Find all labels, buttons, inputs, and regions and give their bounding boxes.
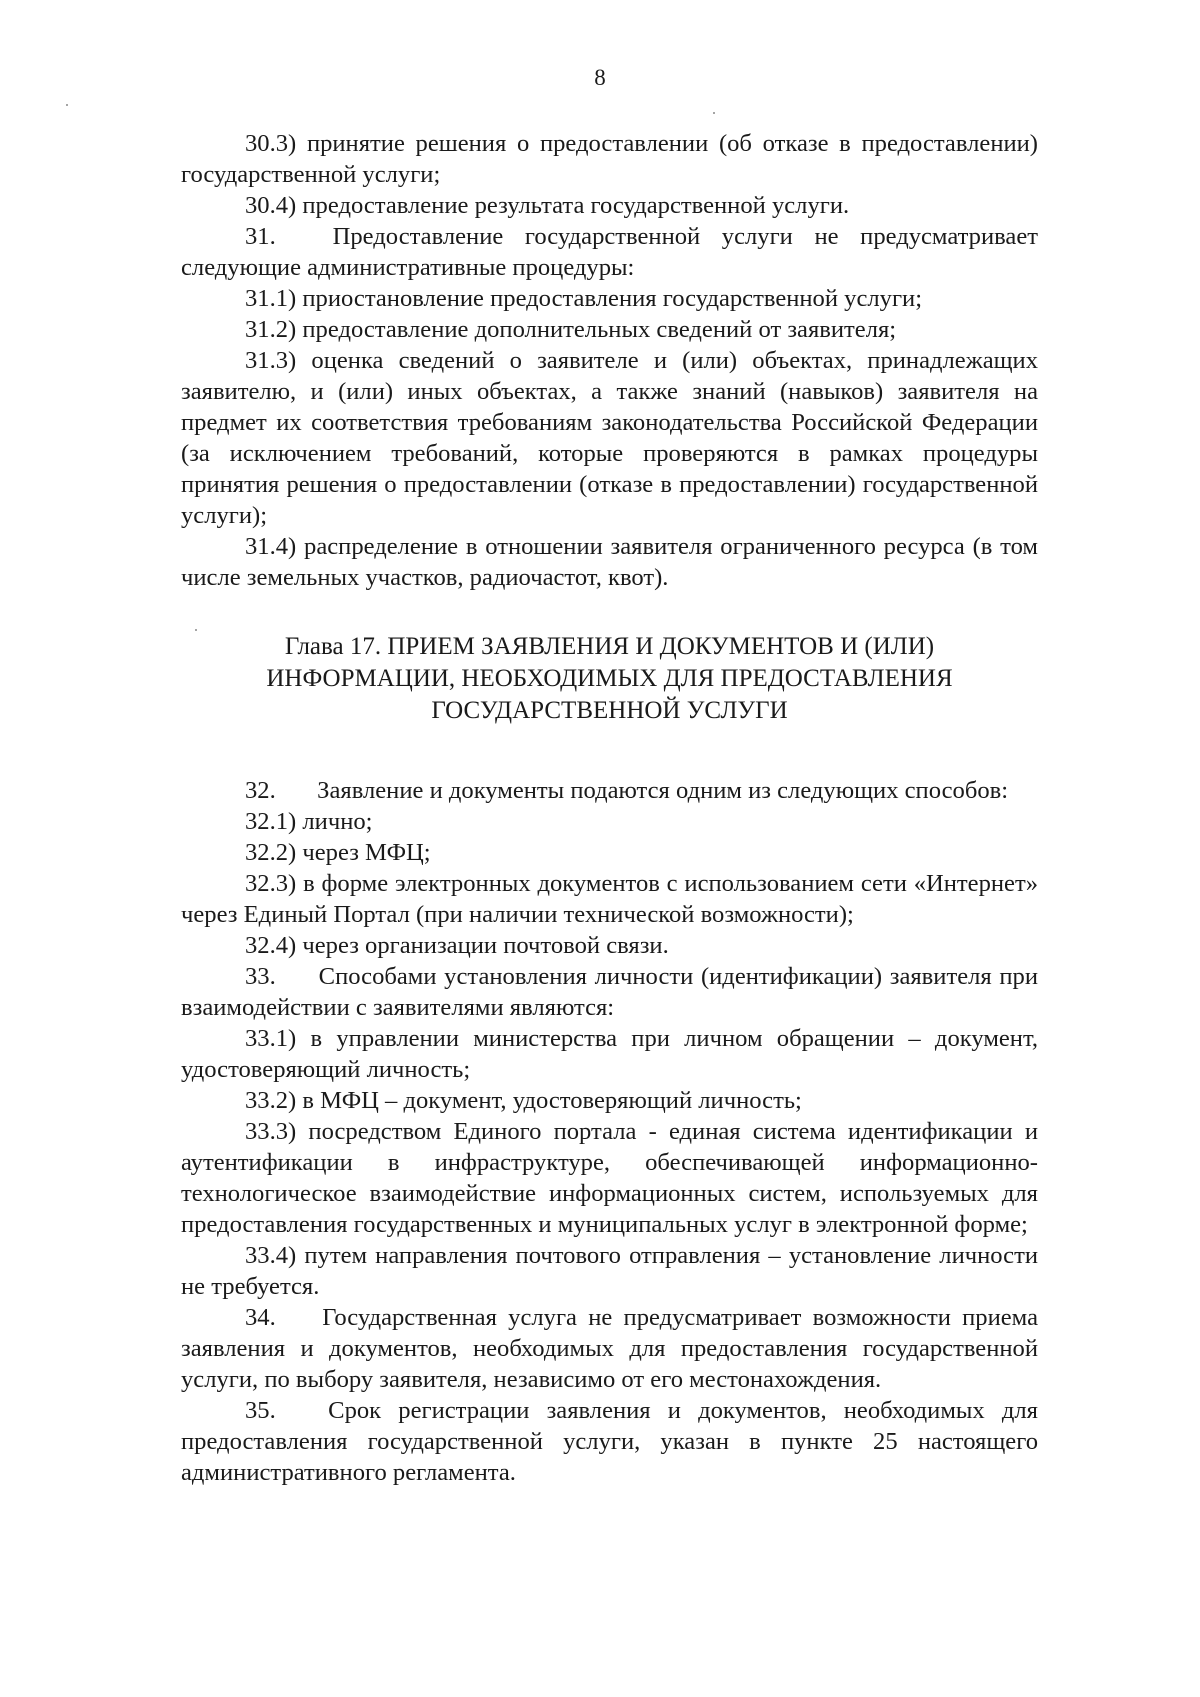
paragraph-number: 30.4) (245, 192, 297, 219)
paragraph-32-1 (181, 806, 1038, 837)
paragraph-text: через организации почтовой связи. (302, 932, 669, 959)
paragraph-text: лично; (302, 808, 373, 835)
paragraph-31-4 (181, 531, 1038, 593)
paragraph-32-2 (181, 837, 1038, 868)
paragraph-number: 32. (245, 777, 276, 804)
chapter-heading-line: Глава 17. ПРИЕМ ЗАЯВЛЕНИЯ И ДОКУМЕНТОВ И (ИЛИ) (284, 633, 935, 660)
paragraph-text: Срок регистрации заявления и документов, необходимых для предоставления государственной услуги, указан в пункте 25 настоящего административного регламента. (181, 1397, 1038, 1486)
paragraph-32 (181, 775, 1038, 806)
paragraph-number: 30.3) (245, 130, 297, 157)
paragraph-33 (181, 961, 1038, 1023)
paragraph-number: 31.4) (245, 533, 297, 560)
paragraph-number: 32.2) (245, 839, 297, 866)
paragraph-text: оценка сведений о заявителе и (или) объектах, принадлежащих заявителю, и (или) иных объектах, а также знаний (навыков) заявителя на предмет их соответствия требованиям законодательства Российской Федерации (за исключением требований, которые проверяются в рамках процедуры принятия решения о предоставлении (отказе в предоставлении) государственной услуги); (181, 347, 1039, 529)
paragraph-text: предоставление дополнительных сведений от заявителя; (302, 316, 897, 343)
chapter-heading (181, 631, 1038, 727)
paragraph-33-1 (181, 1023, 1038, 1085)
paragraph-text: в форме электронных документов с использованием сети «Интернет» через Единый Портал (при наличии технической возможности); (181, 870, 1038, 928)
paragraph-number: 32.1) (245, 808, 297, 835)
paragraph-number: 31.1) (245, 285, 297, 312)
paragraph-number: 33.3) (245, 1118, 297, 1145)
paragraph-number: 33.1) (245, 1025, 297, 1052)
chapter-heading-line: ИНФОРМАЦИИ, НЕОБХОДИМЫХ ДЛЯ ПРЕДОСТАВЛЕНИЯ (266, 665, 953, 692)
paragraph-31-3 (181, 345, 1038, 531)
paragraph-number: 32.3) (245, 870, 297, 897)
paragraph-number: 35. (245, 1397, 276, 1424)
paragraph-number: 31. (245, 223, 276, 250)
paragraph-31-1 (181, 283, 1038, 314)
scan-speck (713, 112, 715, 114)
paragraph-35 (181, 1395, 1038, 1488)
paragraph-text: Заявление и документы подаются одним из следующих способов: (317, 777, 1009, 804)
paragraph-31-2 (181, 314, 1038, 345)
paragraph-number: 33.4) (245, 1242, 297, 1269)
paragraph-text: Предоставление государственной услуги не предусматривает следующие административные процедуры: (181, 223, 1038, 281)
paragraph-text: через МФЦ; (302, 839, 431, 866)
paragraph-33-2 (181, 1085, 1038, 1116)
paragraph-text: посредством Единого портала - единая система идентификации и аутентификации в инфраструктуре, обеспечивающей информационно-технологическое взаимодействие информационных систем, используемых для предоставления государственных и муниципальных услуг в электронной форме; (181, 1118, 1038, 1238)
page-number: 8 (594, 65, 606, 90)
paragraph-number: 31.3) (245, 347, 297, 374)
paragraph-text: приостановление предоставления государственной услуги; (302, 285, 923, 312)
paragraph-text: принятие решения о предоставлении (об отказе в предоставлении) государственной услуги; (181, 130, 1038, 188)
paragraph-number: 31.2) (245, 316, 297, 343)
paragraph-text: предоставление результата государственной услуги. (302, 192, 850, 219)
paragraph-32-3 (181, 868, 1038, 930)
paragraph-33-3 (181, 1116, 1038, 1240)
paragraph-33-4 (181, 1240, 1038, 1302)
paragraph-34 (181, 1302, 1038, 1395)
paragraph-text: Государственная услуга не предусматривает возможности приема заявления и документов, необходимых для предоставления государственной услуги, по выбору заявителя, независимо от его местонахождения. (181, 1304, 1038, 1393)
paragraph-number: 34. (245, 1304, 276, 1331)
scan-speck (66, 104, 68, 106)
paragraphs-before-chapter (181, 128, 1038, 593)
paragraphs-after-chapter (181, 775, 1038, 1488)
paragraph-number: 32.4) (245, 932, 297, 959)
paragraph-30-4 (181, 190, 1038, 221)
paragraph-text: в управлении министерства при личном обращении – документ, удостоверяющий личность; (181, 1025, 1039, 1083)
paragraph-text: в МФЦ – документ, удостоверяющий личность; (302, 1087, 802, 1114)
paragraph-30-3 (181, 128, 1038, 190)
paragraph-text: Способами установления личности (идентификации) заявителя при взаимодействии с заявителями являются: (181, 963, 1038, 1021)
chapter-heading-line: ГОСУДАРСТВЕННОЙ УСЛУГИ (431, 697, 788, 724)
document-body (181, 128, 1038, 1488)
paragraph-number: 33. (245, 963, 276, 990)
paragraph-number: 33.2) (245, 1087, 297, 1114)
paragraph-text: путем направления почтового отправления – установление личности не требуется. (181, 1242, 1038, 1300)
paragraph-text: распределение в отношении заявителя ограниченного ресурса (в том числе земельных участков, радиочастот, квот). (181, 533, 1038, 591)
paragraph-31 (181, 221, 1038, 283)
paragraph-32-4 (181, 930, 1038, 961)
